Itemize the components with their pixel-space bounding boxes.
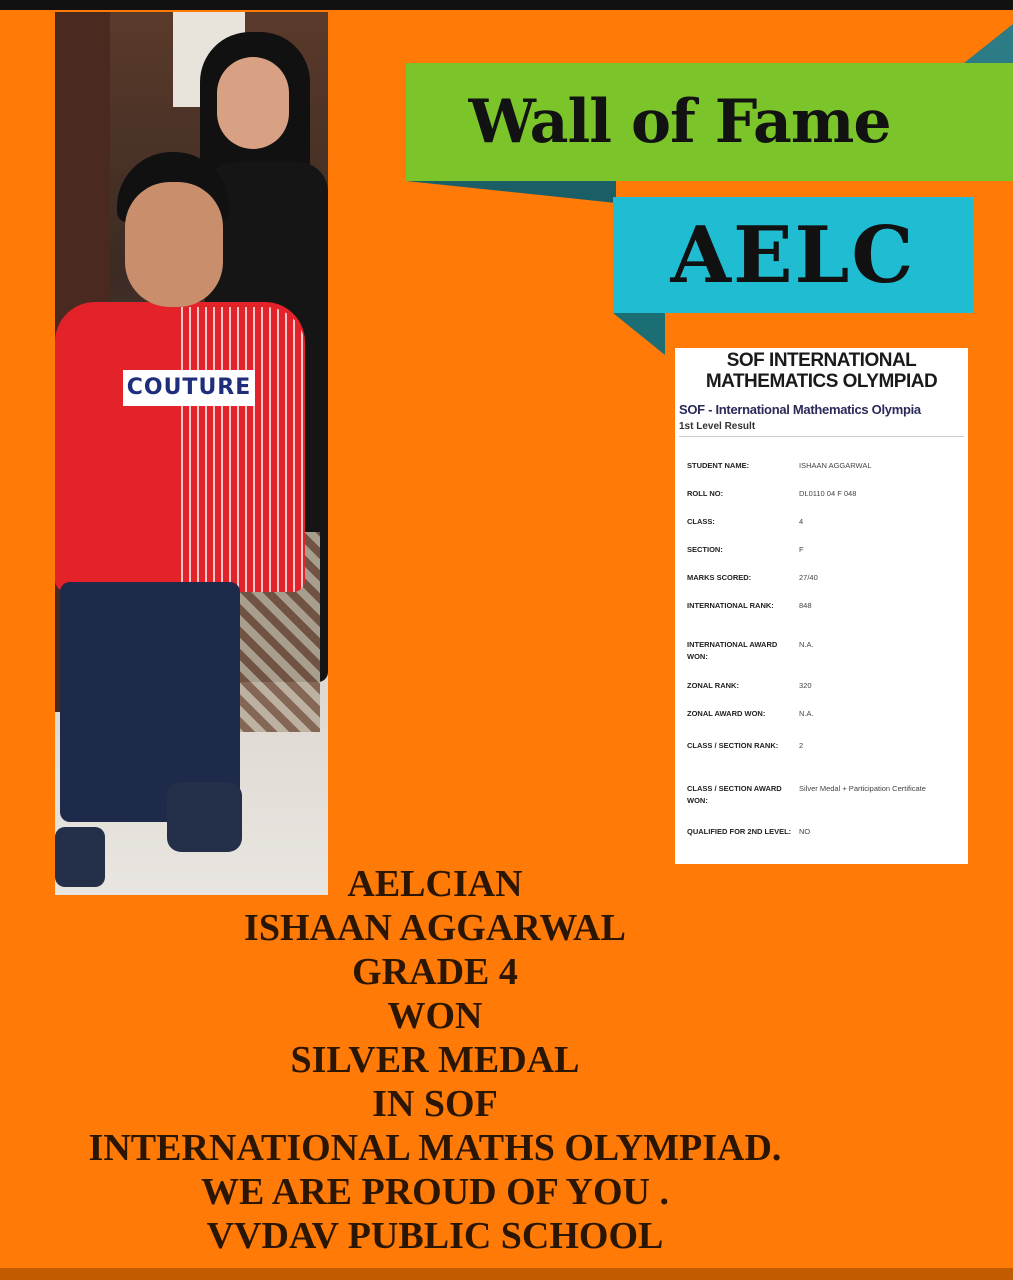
- result-row-value: 848: [799, 601, 812, 610]
- caption-line: INTERNATIONAL MATHS OLYMPIAD.: [88, 1127, 782, 1169]
- result-row-value: N.A.: [799, 709, 814, 718]
- aelc-banner: [613, 197, 973, 313]
- result-card: [675, 348, 968, 864]
- result-row-value: 4: [799, 517, 804, 526]
- caption-line: WON: [387, 995, 483, 1037]
- result-row-value: NO: [799, 827, 811, 836]
- result-row-value: 27/40: [799, 573, 818, 582]
- result-row-label: QUALIFIED FOR 2ND LEVEL:: [687, 827, 792, 836]
- student-photo: [55, 12, 328, 895]
- result-row-label: CLASS:: [687, 517, 715, 526]
- result-row-label: INTERNATIONAL AWARD WON:: [687, 640, 778, 661]
- result-row-value: Silver Medal + Participation Certificate: [799, 784, 926, 793]
- shirt-print-text: COUTURE: [123, 370, 255, 406]
- result-row: [687, 600, 963, 612]
- bottom-edge-bar: [0, 1268, 1013, 1280]
- result-row-label: MARKS SCORED:: [687, 573, 752, 582]
- banner-connector-fold: [406, 181, 616, 203]
- result-row: [687, 708, 963, 720]
- result-row-value: DL0110 04 F 048: [799, 489, 857, 498]
- blue-banner-fold: [613, 313, 665, 355]
- result-row-label: ZONAL RANK:: [687, 681, 739, 690]
- caption-line: ISHAAN AGGARWAL: [244, 907, 626, 949]
- result-row-value: 320: [799, 681, 812, 690]
- result-row: [687, 740, 963, 752]
- result-row: [687, 516, 963, 528]
- photo-shirt-stripes: [175, 307, 305, 592]
- caption-line: SILVER MEDAL: [290, 1039, 580, 1081]
- photo-shoe-right: [167, 782, 242, 852]
- result-divider: [679, 436, 964, 437]
- result-heading-line1: SOF INTERNATIONAL: [726, 350, 917, 371]
- result-row: [687, 826, 963, 838]
- wall-of-fame-banner: [406, 63, 1013, 181]
- result-subheading: SOF - International Mathematics Olympia: [679, 402, 921, 417]
- result-row-value: ISHAAN AGGARWAL: [799, 461, 872, 470]
- result-row: [687, 783, 963, 807]
- photo-woman-face: [217, 57, 289, 149]
- result-row-label: CLASS / SECTION RANK:: [687, 741, 779, 750]
- result-row-label: CLASS / SECTION AWARD WON:: [687, 784, 782, 805]
- result-row: [687, 460, 963, 472]
- banner-title: Wall of Fame: [468, 87, 891, 157]
- result-row-value: 2: [799, 741, 804, 750]
- result-level: 1st Level Result: [679, 421, 756, 432]
- result-row-label: ZONAL AWARD WON:: [687, 709, 766, 718]
- banner-subtitle: AELC: [670, 209, 916, 301]
- green-banner-fold: [964, 24, 1013, 63]
- caption-line: VVDAV PUBLIC SCHOOL: [206, 1215, 664, 1257]
- result-row-label: ROLL NO:: [687, 489, 724, 498]
- top-edge-bar: [0, 0, 1013, 10]
- result-row-value: F: [799, 545, 804, 554]
- result-row-value: N.A.: [799, 640, 814, 649]
- result-row-label: INTERNATIONAL RANK:: [687, 601, 774, 610]
- result-row: [687, 639, 963, 663]
- caption-line: GRADE 4: [352, 951, 518, 993]
- photo-boy-face: [125, 182, 223, 307]
- result-row-label: STUDENT NAME:: [687, 461, 750, 470]
- result-row: [687, 680, 963, 692]
- caption-line: AELCIAN: [347, 863, 523, 905]
- result-heading-line2: MATHEMATICS OLYMPIAD: [705, 371, 938, 392]
- result-row: [687, 544, 963, 556]
- caption-line: IN SOF: [372, 1083, 498, 1125]
- result-row: [687, 488, 963, 500]
- result-row-label: SECTION:: [687, 545, 723, 554]
- result-row: [687, 572, 963, 584]
- result-card-heading: [675, 348, 968, 392]
- caption-line: WE ARE PROUD OF YOU .: [201, 1171, 669, 1213]
- achievement-caption: [0, 862, 870, 1258]
